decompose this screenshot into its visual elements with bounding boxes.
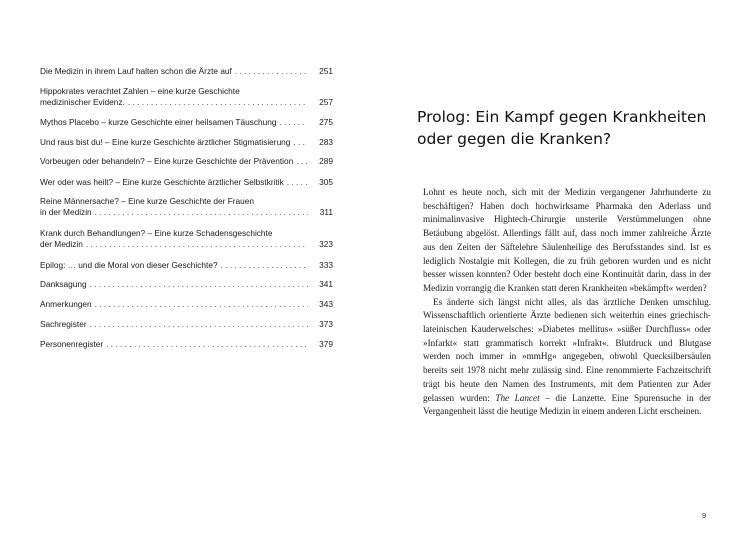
toc-entry-title: Vorbeugen oder behandeln? – Eine kurze Geschichte der Prävention (40, 156, 294, 166)
toc-entry-title: Mythos Placebo – kurze Geschichte einer heilsamen Täuschung (40, 117, 277, 127)
toc-leader-dots (287, 177, 308, 188)
toc-page-number: 283 (319, 137, 333, 147)
toc-entry-title: Wer oder was heilt? – Eine kurze Geschichte ärztlicher Selbstkritik (40, 177, 284, 187)
toc-entry-title: in der Medizin (40, 207, 92, 217)
toc-page-number: 343 (319, 299, 333, 309)
toc-entry-title: Hippokrates verachtet Zahlen – eine kurze Geschichte (40, 86, 240, 96)
toc-leader-dots (235, 66, 308, 77)
toc-entry-title: Und raus bist du! – Eine kurze Geschichte ärztlicher Stigmatisierung (40, 137, 291, 147)
toc-page-number: 257 (319, 97, 333, 107)
toc-page-number: 289 (319, 156, 333, 166)
toc-entry-title: Krank durch Behandlungen? – Eine kurze Schadensgeschichte (40, 228, 273, 238)
toc-page-number: 305 (319, 177, 333, 187)
toc-entry[interactable] (40, 299, 333, 310)
toc-entry-title: Sachregister (40, 319, 87, 329)
toc-entry-title: Danksagung (40, 279, 87, 289)
toc-entry-title: medizinischer Evidenz. (40, 97, 125, 107)
toc-entry[interactable] (40, 156, 333, 167)
toc-page-number: 333 (319, 260, 333, 270)
toc-entry[interactable] (40, 228, 333, 250)
toc-leader-dots (95, 299, 308, 310)
toc-entry[interactable] (40, 279, 333, 290)
toc-entry[interactable] (40, 137, 333, 148)
toc-entry[interactable] (40, 117, 333, 128)
toc-page-number: 275 (319, 117, 333, 127)
toc-entry-title: der Medizin (40, 239, 83, 249)
toc-leader-dots (279, 117, 308, 128)
toc-page-number: 373 (319, 319, 333, 329)
toc-page-number: 251 (319, 66, 333, 76)
toc-entry[interactable] (40, 260, 333, 271)
toc-page-number: 323 (319, 239, 333, 249)
toc-entry-title: Epilog: … und die Moral von dieser Geschichte? (40, 260, 218, 270)
toc-entry-title: Reine Männersache? – Eine kurze Geschichte der Frauen (40, 196, 254, 206)
toc-entry[interactable] (40, 66, 333, 77)
toc-entry[interactable] (40, 86, 333, 108)
toc-entry-title: Personenregister (40, 339, 104, 349)
toc-entry[interactable] (40, 196, 333, 218)
page-number: 9 (702, 511, 707, 520)
right-page (375, 0, 750, 556)
toc-leader-dots (106, 339, 308, 350)
toc-entry[interactable] (40, 319, 333, 330)
toc-leader-dots (90, 279, 308, 290)
toc-leader-dots (95, 207, 308, 218)
chapter-body (423, 186, 711, 419)
toc-leader-dots (293, 137, 308, 148)
toc-leader-dots (86, 239, 308, 250)
toc-entry[interactable] (40, 339, 333, 350)
toc-entry[interactable] (40, 177, 333, 188)
journal-title: The Lancet (495, 392, 540, 403)
toc-leader-dots (296, 156, 308, 167)
toc-leader-dots (221, 260, 308, 271)
toc-page-number: 379 (319, 339, 333, 349)
toc-page-number: 341 (319, 279, 333, 289)
paragraph-1: Lohnt es heute noch, sich mit der Medizin vergangener Jahrhunderte zu beschäftigen? Haben doch hochwirksame Pharmaka den Aderlass und minimalinvasive Hightech-Chirurgie unsterile Verstümmelungen ohne Betäubung abgelöst. Allerdings fällt auf, dass noch immer zahlreiche Ärzte aus den Zeiten der Säftelehre Säulenheilige des Berufsstandes sind. Ist es lediglich Nostalgie mit Kollegen, die zu früh geboren wurden und es nicht besser wissen konnten? Oder besteht doch eine Kontinuität darin, dass in der Medizin vorrangig die Kranken statt deren Krankheiten »bekämpft« werden? (423, 187, 711, 293)
toc-entry-title: Anmerkungen (40, 299, 92, 309)
paragraph-2: Es änderte sich längst nicht alles, als das ärztliche Denken umschlug. Wissenschaftlich orientierte Ärzte bedienen sich weiterhin eines griechisch-lateinischen Kauderwelsches: »Diabetes mellitus« »süßer Durchfluss« oder »Infarkt« statt grammatisch korrekt »Infrakt«. Blutdruck und Blutgase werden noch immer in »mmHg« angegeben, obwohl Quecksilbersäulen bereits seit 1978 nicht mehr zulässig sind. Eine renommierte Fachzeitschrift trägt bis heute den Namen des Instruments, mit dem Patienten zur Ader gelassen wurden: The Lancet – die Lanzette. Eine Spurensuche in der Vergangenheit lässt die heutige Medizin in einem anderen Licht erscheinen. (423, 296, 711, 417)
toc-leader-dots (90, 319, 308, 330)
chapter-title: Prolog: Ein Kampf gegen Krankheiten oder gegen die Kranken? (417, 108, 707, 148)
toc-entry-title: Die Medizin in ihrem Lauf halten schon die Ärzte auf (40, 66, 232, 76)
toc-leader-dots (128, 97, 308, 108)
toc-page-number: 311 (319, 207, 333, 217)
